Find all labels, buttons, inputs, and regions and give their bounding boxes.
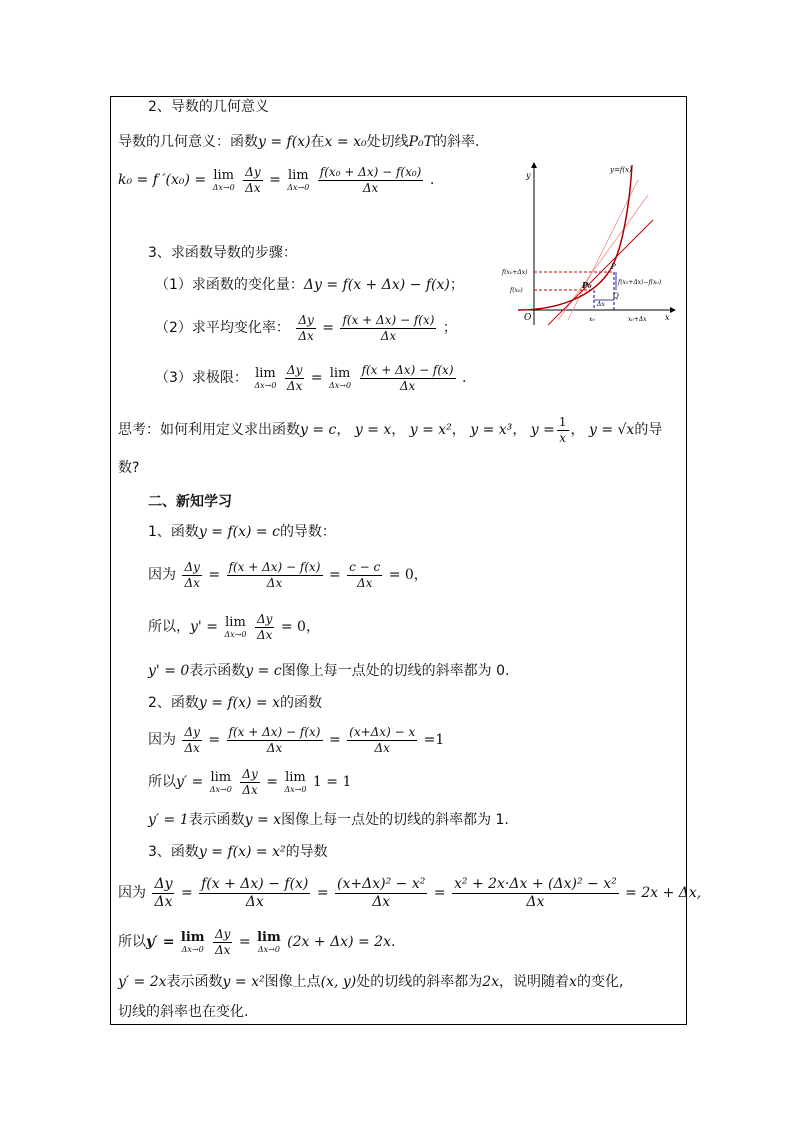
origin-label: O <box>524 313 532 323</box>
n3-because: 因为 $\frac{\Delta y}{\Delta x}$ = $\frac{f(x + \Delta x) - f(x)}{\Delta x}$ = $\frac{\text{(x+Δx)² − x²}}{\Delta x}$ = $\frac{\text{x² + 2x·Δx + (Δx)² − x²}}{\Delta x}$ = 2x + Δx, <box>118 875 702 910</box>
n1-so: 所以，y' = lim Δx→0 $\frac{\Delta y}{\Delta x}$ = 0， <box>148 611 320 642</box>
dx-label: Δx <box>597 301 605 308</box>
n2-title: 2、函数y = f(x) = x的函数 <box>148 695 322 711</box>
n3-conclusion: y′ = 2x表示函数y = x²图像上点(x, y)处的切线的斜率都为2x，说明随着x的变化, <box>118 974 624 990</box>
n2-conclusion: y′ = 1表示函数y = x图像上每一点处的切线的斜率都为 1. <box>148 812 509 828</box>
f1-label: f(x₀+Δx) <box>502 269 528 276</box>
x0-label: x₀ <box>589 316 595 323</box>
new-knowledge-title: 二、新知学习 <box>148 494 232 510</box>
x-axis-arrow-icon <box>670 307 676 313</box>
p0-label: P₀ <box>582 280 592 290</box>
n1-conclusion: y' = 0表示函数y = c图像上每一点处的切线的斜率都为 0. <box>148 663 510 679</box>
geometric-meaning-line: 导数的几何意义：函数y = f(x)在x = x₀处切线P₀T的斜率. <box>118 134 480 150</box>
secant-line-2 <box>568 180 638 320</box>
curve-fx <box>518 165 632 310</box>
n1-because: 因为 $\frac{\Delta y}{\Delta x}$ = $\frac{f(x + \Delta x) - f(x)}{\Delta x}$ = $\frac{c - c}{\Delta x}$ = 0， <box>148 559 428 590</box>
x-axis-label: x <box>665 313 670 322</box>
q-label: Q <box>613 292 619 300</box>
y-axis-arrow-icon <box>531 162 537 168</box>
x0dx-label: x₀+Δx <box>628 316 647 323</box>
n2-because: 因为 $\frac{\Delta y}{\Delta x}$ = $\frac{f(x + \Delta x) - f(x)}{\Delta x}$ = $\frac{(x+\Delta x) - x}{\Delta x}$ =1 <box>148 724 445 755</box>
think-question: 思考：如何利用定义求出函数y = c， y = x， y = x²， y = x³， y = $\frac{1}{x}$ ， y = √x的导 <box>118 414 663 445</box>
section3-title: 3、求函数导数的步骤： <box>148 245 297 261</box>
step3: （3）求极限： lim Δx→0 $\frac{\Delta y}{\Delta x}$ = lim Δx→0 $\frac{f(x + \Delta x) - f(x)}{\Delta x}$ . <box>155 362 467 393</box>
n3-title: 3、函数y = f(x) = x²的导数 <box>148 844 328 860</box>
f0-label: f(x₀) <box>510 287 523 294</box>
tangent-line <box>548 220 653 325</box>
step1: （1）求函数的变化量：Δy = f(x + Δx) − f(x)； <box>155 277 464 293</box>
n3-so: 所以y′ = lim Δx→0 $\frac{\Delta y}{\Delta x}$ = lim Δx→0 (2x + Δx) = 2x. <box>118 926 396 957</box>
step2: （2）求平均变化率： $\frac{\Delta y}{\Delta x}$ = $\frac{f(x + \Delta x) - f(x)}{\Delta x}$ ； <box>155 312 457 343</box>
think-question-cont: 数? <box>118 460 140 476</box>
section2-title: 2、导数的几何意义 <box>148 99 269 115</box>
p-label: P <box>611 263 616 271</box>
tangent-graph <box>498 160 678 330</box>
k0-formula: k₀ = f ′(x₀) = lim Δx→0 $\frac{\Delta y}{\Delta x}$ = lim Δx→0 $\frac{\text{f(x₀ + Δx) − f(x₀)}}{\Delta x}$ . <box>118 164 435 195</box>
n1-title: 1、函数y = f(x) = c的导数： <box>148 524 336 540</box>
n2-so: 所以y′ = lim Δx→0 $\frac{\Delta y}{\Delta x}$ = lim Δx→0 1 = 1 <box>148 766 352 797</box>
n3-conclusion-cont: 切线的斜率也在变化. <box>118 1004 249 1020</box>
y-axis-label: y <box>526 171 531 180</box>
dy-expr-label: f(x₀+Δx)−f(x₀) <box>618 279 662 286</box>
fx-label: y=f(x) <box>610 166 632 174</box>
